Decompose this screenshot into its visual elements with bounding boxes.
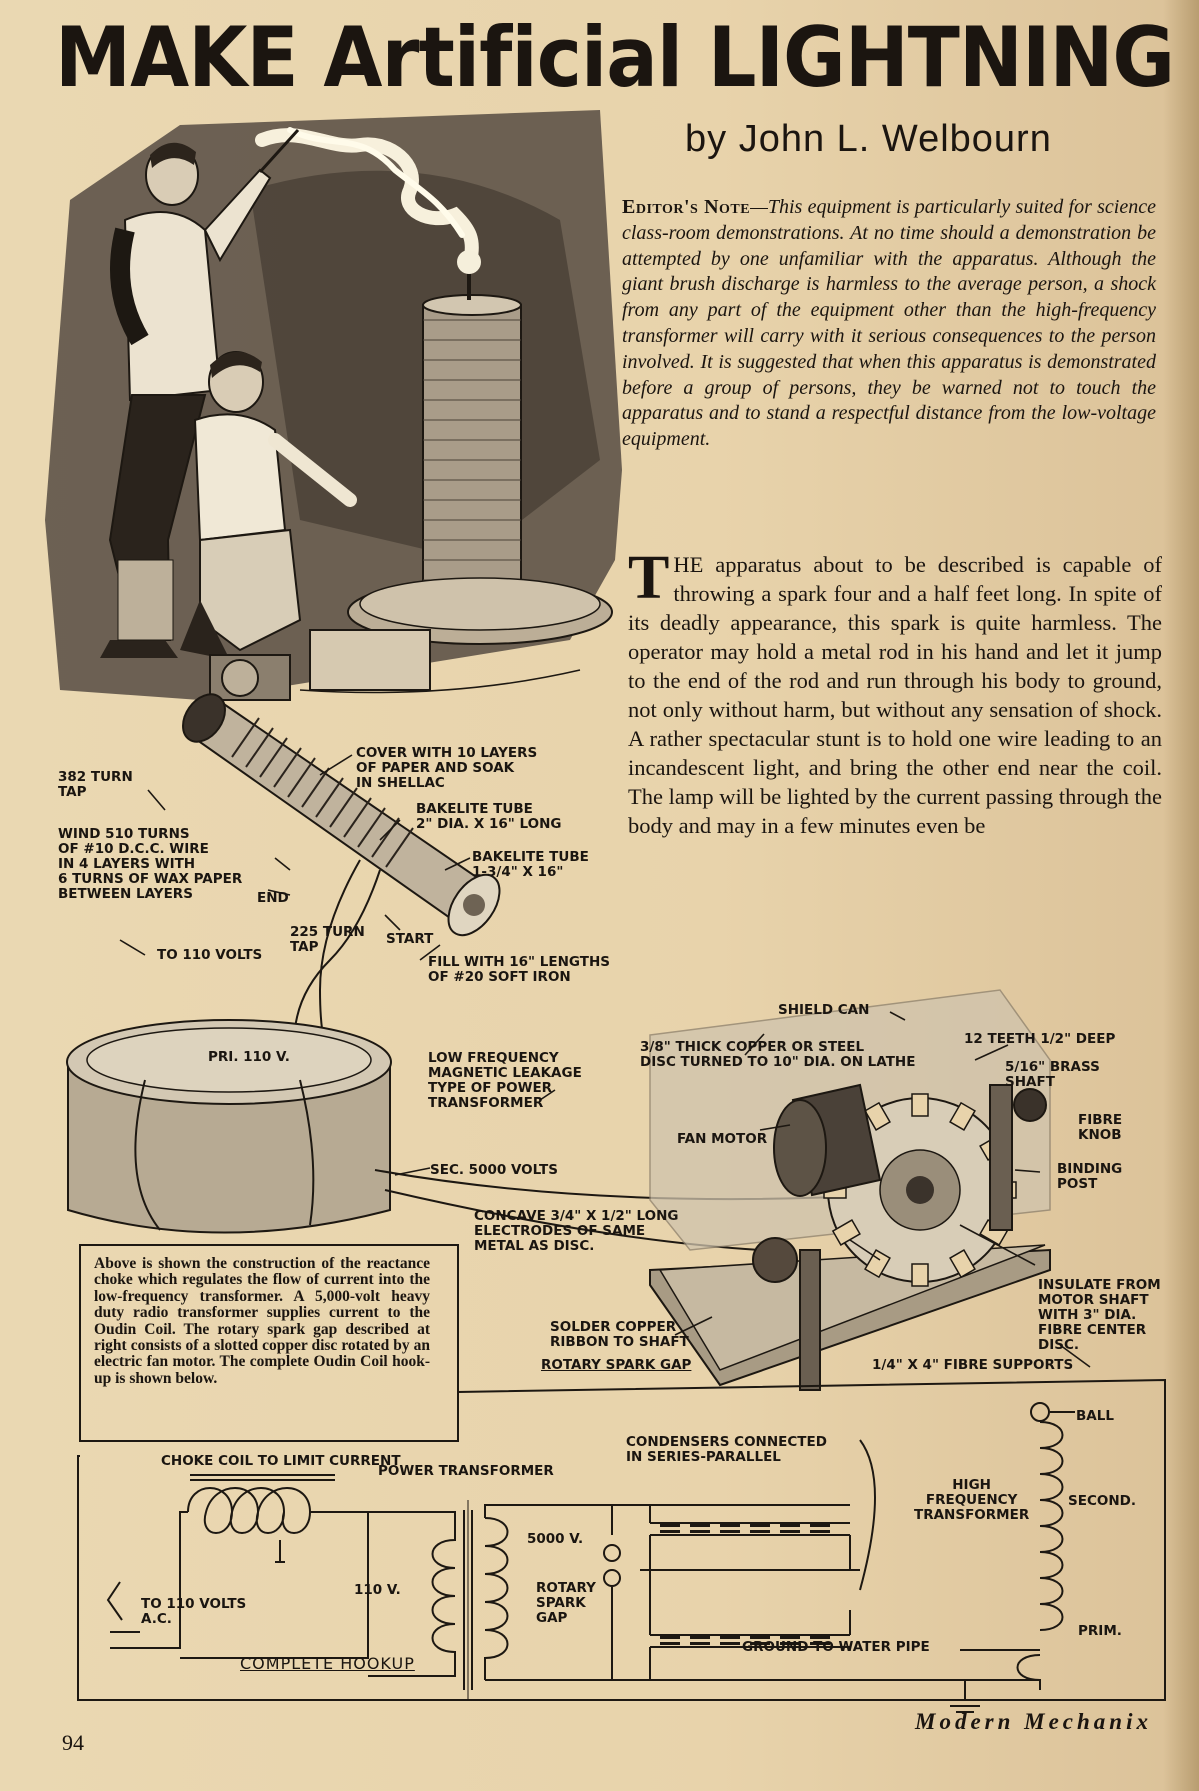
label-fan-motor: FAN MOTOR bbox=[677, 1131, 768, 1147]
label-pri-110v: PRI. 110 V. bbox=[208, 1049, 290, 1065]
label-fill-iron: FILL WITH 16" LENGTHS OF #20 SOFT IRON bbox=[428, 954, 610, 985]
label-fibre-knob: FIBRE KNOB bbox=[1078, 1112, 1123, 1143]
label-ground: GROUND TO WATER PIPE bbox=[742, 1639, 930, 1655]
label-choke-coil: CHOKE COIL TO LIMIT CURRENT bbox=[161, 1453, 401, 1469]
label-electrodes: CONCAVE 3/4" X 1/2" LONG ELECTRODES OF SAME METAL AS DISC. bbox=[474, 1208, 679, 1254]
label-prim: PRIM. bbox=[1078, 1623, 1122, 1639]
body-text: HE apparatus about to be described is capable of throwing a spark four and a half feet long. In spite of its deadly appearance, this spark is quite harmless. The operator may hold a metal rod in his hand and let it jump to the end of the rod and run through his body to ground, not only without harm, but without any sensation of shock. A rather spectacular stunt is to hold one wire leading to an incandescent light, and bring the other end near the coil. The lamp will be lighted by the current passing through the body and may in a few minutes even be bbox=[628, 552, 1162, 838]
label-complete-hookup: COMPLETE HOOKUP bbox=[240, 1654, 415, 1673]
label-5000v: 5000 V. bbox=[527, 1531, 584, 1547]
label-to-110-volts: TO 110 VOLTS bbox=[157, 947, 263, 963]
magazine-name: Modern Mechanix bbox=[915, 1709, 1152, 1734]
label-second: SECOND. bbox=[1068, 1493, 1136, 1509]
article-title: MAKE Artificial LIGHTNING bbox=[55, 9, 1175, 106]
oudin-coil-illustration bbox=[45, 110, 622, 700]
label-12-teeth: 12 TEETH 1/2" DEEP bbox=[964, 1031, 1116, 1047]
article-body bbox=[628, 544, 1162, 840]
byline: by John L. Welbourn bbox=[685, 118, 1052, 160]
label-copper-disc: 3/8" THICK COPPER OR STEEL DISC TURNED TO 10" DIA. ON LATHE bbox=[640, 1039, 916, 1070]
label-ac-input: TO 110 VOLTS A.C. bbox=[141, 1596, 247, 1627]
figure-caption: Above is shown the construction of the reactance choke which regulates the flow of current into the low-frequency transformer. A 5,000-volt heavy duty radio transformer supplies current to the Oudin Coil. The rotary spark gap described at right consists of a slotted copper disc rotated by an electric fan motor. The complete Oudin Coil hook-up is shown below. bbox=[94, 1255, 430, 1387]
label-condensers: CONDENSERS CONNECTED IN SERIES-PARALLEL bbox=[626, 1434, 827, 1465]
page-number: 94 bbox=[62, 1730, 84, 1755]
editors-note-text: —This equipment is particularly suited for science class-room demonstrations. At no time should a demonstration be attempted by one unfamiliar with the apparatus. Although the giant brush discharge is harmless to the average person, a shock from any part of the equipment other than the high-frequency transformer will carry with it serious consequences to the person involved. It is suggested that when this apparatus is demonstrated before a group of persons, they be warned not to touch the apparatus and to stand a respectful distance from the low-voltage equipment. bbox=[622, 196, 1156, 451]
label-cover-layers: COVER WITH 10 LAYERS OF PAPER AND SOAK IN SHELLAC bbox=[356, 745, 538, 791]
label-sec-5000v: SEC. 5000 VOLTS bbox=[430, 1162, 558, 1178]
label-225-turn-tap: 225 TURN TAP bbox=[290, 924, 365, 955]
label-solder-ribbon: SOLDER COPPER RIBBON TO SHAFT bbox=[550, 1319, 689, 1350]
label-ball: BALL bbox=[1076, 1408, 1114, 1424]
condenser-plates bbox=[660, 1524, 830, 1645]
editors-note bbox=[622, 195, 1156, 453]
label-fibre-supports: 1/4" X 4" FIBRE SUPPORTS bbox=[872, 1357, 1074, 1373]
label-110v: 110 V. bbox=[354, 1582, 401, 1598]
label-brass-shaft: 5/16" BRASS SHAFT bbox=[1005, 1059, 1100, 1090]
label-rotary-gap: ROTARY SPARK GAP bbox=[536, 1580, 596, 1626]
editors-note-heading: Editor's Note bbox=[622, 196, 751, 218]
label-low-frequency: LOW FREQUENCY MAGNETIC LEAKAGE TYPE OF POWER TRANSFORMER bbox=[428, 1050, 582, 1111]
label-bakelite-tube-1: BAKELITE TUBE 2" DIA. X 16" LONG bbox=[416, 801, 562, 832]
label-binding-post: BINDING POST bbox=[1057, 1161, 1123, 1192]
label-rotary-spark-gap: ROTARY SPARK GAP bbox=[541, 1357, 692, 1373]
label-start: START bbox=[386, 931, 434, 947]
label-end: END bbox=[257, 890, 289, 906]
label-382-turn-tap: 382 TURN TAP bbox=[58, 769, 133, 800]
label-high-frequency: HIGH FREQUENCY TRANSFORMER bbox=[914, 1477, 1030, 1523]
label-shield-can: SHIELD CAN bbox=[778, 1002, 870, 1018]
drop-cap: T bbox=[628, 544, 670, 612]
label-power-transformer: POWER TRANSFORMER bbox=[378, 1463, 554, 1479]
label-bakelite-tube-2: BAKELITE TUBE 1-3/4" X 16" bbox=[472, 849, 589, 880]
label-insulate: INSULATE FROM MOTOR SHAFT WITH 3" DIA. FIBRE CENTER DISC. bbox=[1038, 1277, 1161, 1353]
label-wind-turns: WIND 510 TURNS OF #10 D.C.C. WIRE IN 4 LAYERS WITH 6 TURNS OF WAX PAPER BETWEEN LAYERS bbox=[58, 826, 243, 902]
